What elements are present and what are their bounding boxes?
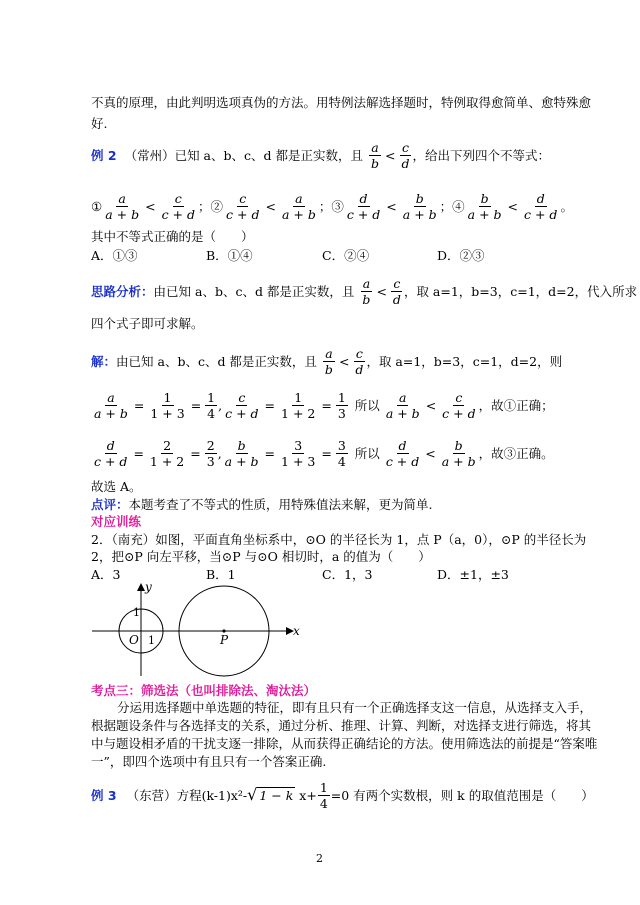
- frac-c-d: $\frac{c}{d}$: [401, 139, 410, 171]
- example2-stem-tail: ，给出下列四个不等式：: [412, 148, 550, 163]
- solution-intro: 解： 由已知 a、b、c、d 都是正实数，且 $\frac{a}{b}$ < $\frac{c}{d}$ ，取 a=1，b=3，c=1，d=2，则: [91, 345, 563, 377]
- solution-conclusion-1: ，故①正确；: [478, 398, 554, 413]
- frac-a-b: $\frac{a}{b}$: [370, 139, 379, 171]
- solution-calc-2: $\frac{d}{c + d}$ = $\frac{2}{1 + 2}$ = $\frac{2}{3}$ , $\frac{b}{a + b}$ = $\frac{3}{1 + 3}$ = $\frac{3}{4}$ 所以 $\frac{d}{c + d}$ < $\frac{b}{a + b}$ ，故③正确。: [94, 437, 554, 469]
- analysis-label: 思路分析：: [91, 284, 154, 299]
- section3-p2: 根据题设条件与各选择支的关系，通过分析、推理、计算、判断，对选择支进行筛选，将其: [91, 718, 592, 733]
- radius-label-top: 1: [133, 606, 140, 619]
- intro-line-2: 好.: [91, 116, 108, 131]
- analysis: 思路分析： 由已知 a、b、c、d 都是正实数，且 $\frac{a}{b}$ < $\frac{c}{d}$ ，取 a=1，b=3，c=1，d=2，代入所求: [91, 275, 638, 307]
- solution-answer: 故选 A。: [91, 479, 142, 494]
- p-label: P: [220, 633, 229, 647]
- ineq-marker-4: ；④: [439, 199, 465, 214]
- solution-so-1: 所以: [354, 398, 380, 413]
- example3-text: （东营）方程(k-1)x²-: [126, 788, 248, 803]
- ineq-marker-end: 。: [560, 199, 573, 214]
- radius-label-right: 1: [148, 634, 155, 647]
- practice-option-d: D．±1，±3: [437, 567, 509, 582]
- section3-p3: 中与题设相矛盾的干扰支逐一排除，从而获得正确结论的方法。使用筛选法的前提是“答案唯: [91, 736, 598, 751]
- practice-option-c: C．1，3: [322, 567, 373, 582]
- analysis-text-tail: ，取 a=1，b=3，c=1，d=2，代入所求: [403, 284, 638, 299]
- ineq-marker-3: ；③: [318, 199, 344, 214]
- solution-text: 由已知 a、b、c、d 都是正实数，且: [116, 354, 317, 369]
- comment: [91, 495, 433, 513]
- example2-option-d: D．②③: [437, 248, 485, 263]
- example2-option-c: C．②④: [322, 248, 370, 263]
- practice-q2-line-1: 2．（南充）如图，平面直角坐标系中，⊙O 的半径长为 1，点 P（a，0），⊙P 的半径长为: [91, 532, 587, 547]
- practice-q2-line-2: 2，把⊙P 向左平移，当⊙P 与⊙O 相切时，a 的值为（ ）: [91, 549, 431, 564]
- example2-option-a: A．①③: [91, 248, 138, 263]
- example2-option-b: B．①④: [206, 248, 253, 263]
- page-number: 2: [316, 852, 323, 865]
- comment-label: 点评：: [91, 497, 129, 512]
- solution-label: 解：: [91, 354, 117, 369]
- practice-option-a: A．3: [91, 567, 121, 582]
- solution-conclusion-2: ，故③正确。: [478, 446, 554, 461]
- analysis-line-2: 四个式子即可求解。: [91, 316, 204, 331]
- example3-text-b: x+: [299, 787, 317, 803]
- example2-stem-text: （常州）已知 a、b、c、d 都是正实数，且: [124, 148, 363, 163]
- example2-label: 例 2: [91, 148, 117, 163]
- sqrt-radicand: 1 − k: [259, 788, 294, 803]
- analysis-text: 由已知 a、b、c、d 都是正实数，且: [153, 284, 355, 299]
- x-label: x: [293, 624, 300, 638]
- section3-p4: 一”，即四个选项中有且只有一个答案正确.: [91, 754, 327, 769]
- example2-inequalities: ① $\frac{a}{a + b}$ < $\frac{c}{c + d}$ ；② $\frac{c}{c + d}$ < $\frac{a}{a + b}$ ；③ $\frac{d}{c + d}$ < $\frac{b}{a + b}$ ；④ $\frac{b}{a + b}$ < $\frac{d}{c + d}$ 。: [91, 190, 573, 222]
- example2-stem: 例 2 （常州）已知 a、b、c、d 都是正实数，且 $\frac{a}{b}$ < $\frac{c}{d}$ ，给出下列四个不等式：: [91, 139, 550, 171]
- practice-heading: 对应训练: [91, 514, 142, 529]
- example3-text-c: =0 有两个实数根，则 k 的取值范围是（ ）: [330, 788, 594, 803]
- circles-figure: [88, 578, 308, 678]
- solution-so-2: 所以: [354, 446, 380, 461]
- frac-numerator: 1: [319, 779, 328, 795]
- comment-text: 本题考查了不等式的性质，用特殊值法来解，更为简单.: [128, 497, 433, 512]
- practice-option-b: B．1: [206, 567, 236, 582]
- sqrt-expression: √ 1 − k: [247, 785, 294, 804]
- solution-text-tail: ，取 a=1，b=3，c=1，d=2，则: [366, 354, 563, 369]
- example3: [91, 772, 594, 818]
- example2-question: 其中不等式正确的是（ ）: [91, 229, 254, 244]
- ineq-marker-2: ；②: [198, 199, 224, 214]
- o-label: O: [129, 633, 139, 647]
- section3-heading: 考点三：筛选法（也叫排除法、淘汰法）: [91, 683, 317, 698]
- frac-denominator: 4: [319, 795, 328, 811]
- solution-calc-1: $\frac{a}{a + b}$ = $\frac{1}{1 + 3}$ = $\frac{1}{4}$ , $\frac{c}{c + d}$ = $\frac{1}{1 + 2}$ = $\frac{1}{3}$ 所以 $\frac{a}{a + b}$ < $\frac{c}{c + d}$ ，故①正确；: [94, 389, 554, 421]
- intro-line-1: 不真的原理，由此判明选项真伪的方法。用特例法解选择题时，特例取得愈简单、愈特殊愈: [91, 95, 592, 110]
- y-label: y: [145, 580, 152, 594]
- example3-label: 例 3: [91, 788, 117, 803]
- section3-p1: 分运用选择题中单选题的特征，即有且只有一个正确选择支这一信息，从选择支入手，: [117, 700, 593, 715]
- ineq-marker-1: ①: [91, 198, 103, 214]
